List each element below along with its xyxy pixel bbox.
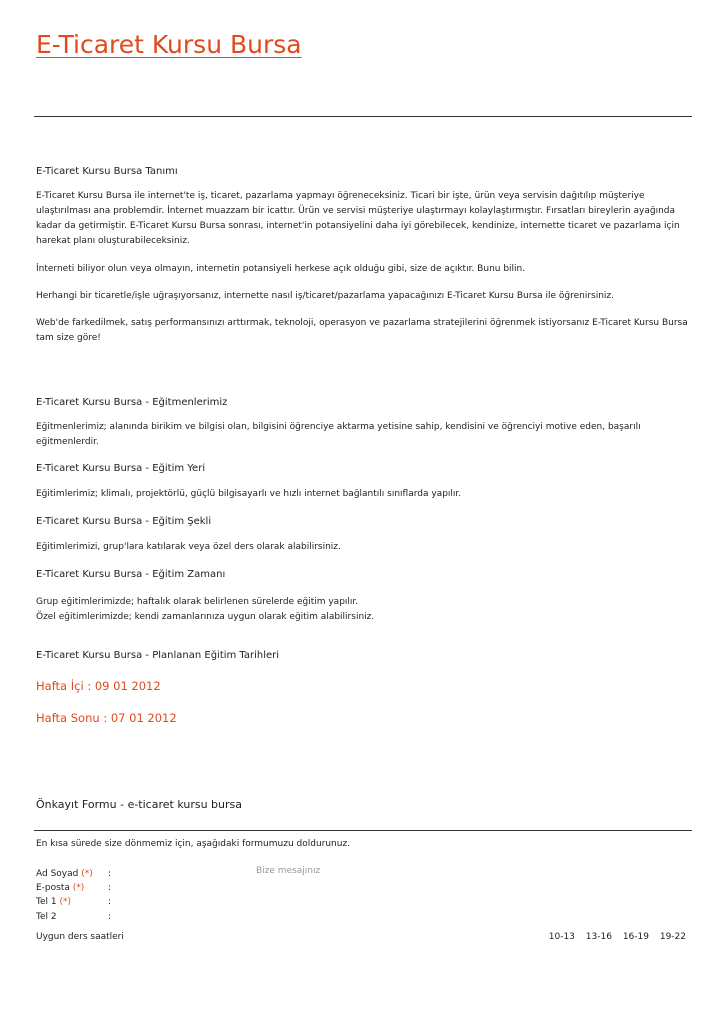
header-divider — [34, 116, 692, 117]
location-text: Eğitimlerimiz; klimalı, projektörlü, güçlü bilgisayarlı ve hızlı internet bağlantılı sınıflarda yapılır. — [36, 489, 462, 499]
form-row-tel2 — [36, 909, 118, 925]
form-divider — [34, 830, 692, 831]
format-title: E-Ticaret Kursu Bursa - Eğitim Şekli — [36, 516, 212, 527]
hour-option-13-16[interactable]: 13-16 — [585, 932, 612, 942]
definition-paragraph-1: E-Ticaret Kursu Bursa ile internet'te iş, ticaret, pazarlama yapmayı öğreneceksiniz. Ticari bir işte, ürün veya servisin dağıtılıp müşteriye ulaştırılması ana problemdir. İnternet muazzam bir icattır. Ürün ve servisi müşteriye ulaştırmayı kolaylaştırmıştır. Fırsatları bireylerin ayağında kadar da getirmiştir. E-Ticaret Kursu Bursa sonrası, internet'in potansiyelini daha iyi görebilecek, kendinize, internette ticaret ve pazarlama için harekat planı oluşturabileceksiniz. — [36, 191, 680, 246]
message-textarea[interactable] — [256, 866, 456, 906]
email-input[interactable] — [116, 882, 226, 893]
tel2-label: Tel 2 — [36, 912, 57, 922]
field-colon: : — [108, 897, 112, 907]
email-label: E-posta (*) — [36, 883, 85, 893]
name-input[interactable] — [116, 868, 226, 879]
tel1-input[interactable] — [116, 896, 226, 907]
required-mark: (*) — [59, 897, 71, 907]
instructors-text: Eğitmenlerimiz; alanında birikim ve bilgisi olan, bilgisini öğrenciye aktarma yetisine sahip, kendisini ve öğrenciyi motive eden, başarılı eğitmenlerdir. — [36, 422, 641, 447]
form-title: Önkayıt Formu - e-ticaret kursu bursa — [36, 798, 242, 811]
field-colon: : — [108, 869, 112, 879]
schedule-private-text: Özel eğitimlerimizde; kendi zamanlarınıza uygun olarak eğitim alabilirsiniz. — [36, 612, 375, 622]
form-intro: En kısa sürede size dönmemiz için, aşağıdaki formumuzu doldurunuz. — [36, 839, 351, 849]
definition-title: E-Ticaret Kursu Bursa Tanımı — [36, 166, 178, 177]
required-mark: (*) — [81, 869, 93, 879]
schedule-title: E-Ticaret Kursu Bursa - Eğitim Zamanı — [36, 569, 226, 580]
tel1-label: Tel 1 (*) — [36, 897, 71, 907]
name-label: Ad Soyad (*) — [36, 869, 93, 879]
weekend-date: Hafta Sonu : 07 01 2012 — [36, 711, 177, 725]
hours-options — [541, 932, 686, 942]
location-title: E-Ticaret Kursu Bursa - Eğitim Yeri — [36, 463, 206, 474]
tel2-input[interactable] — [116, 911, 226, 922]
field-colon: : — [108, 912, 112, 922]
instructors-title: E-Ticaret Kursu Bursa - Eğitmenlerimiz — [36, 397, 228, 408]
definition-paragraph-3: Herhangi bir ticaretle/işle uğraşıyorsanız, internette nasıl iş/ticaret/pazarlama yapacağınızı E-Ticaret Kursu Bursa ile öğrenirsiniz. — [36, 291, 615, 301]
form-row-tel1 — [36, 894, 118, 910]
site-title[interactable]: E-Ticaret Kursu Bursa — [36, 30, 302, 59]
definition-paragraph-2: İnterneti biliyor olun veya olmayın, internetin potansiyeli herkese açık olduğu gibi, size de açıktır. Bunu bilin. — [36, 264, 526, 274]
hour-option-19-22[interactable]: 19-22 — [659, 932, 686, 942]
hour-option-10-13[interactable]: 10-13 — [548, 932, 575, 942]
schedule-group-text: Grup eğitimlerimizde; haftalık olarak belirlenen sürelerde eğitim yapılır. — [36, 597, 359, 607]
format-text: Eğitimlerimizi, grup'lara katılarak veya özel ders olarak alabilirsiniz. — [36, 542, 341, 552]
required-mark: (*) — [72, 883, 85, 893]
dates-title: E-Ticaret Kursu Bursa - Planlanan Eğitim Tarihleri — [36, 650, 280, 661]
hours-label: Uygun ders saatleri — [36, 932, 124, 942]
definition-paragraph-4: Web'de farkedilmek, satış performansınızı arttırmak, teknoloji, operasyon ve pazarlama stratejilerini öğrenmek istiyorsanız E-Ticaret Kursu Bursa tam size göre! — [36, 318, 688, 343]
weekday-date: Hafta İçi : 09 01 2012 — [36, 679, 161, 693]
hour-option-16-19[interactable]: 16-19 — [622, 932, 649, 942]
field-colon: : — [108, 883, 112, 893]
